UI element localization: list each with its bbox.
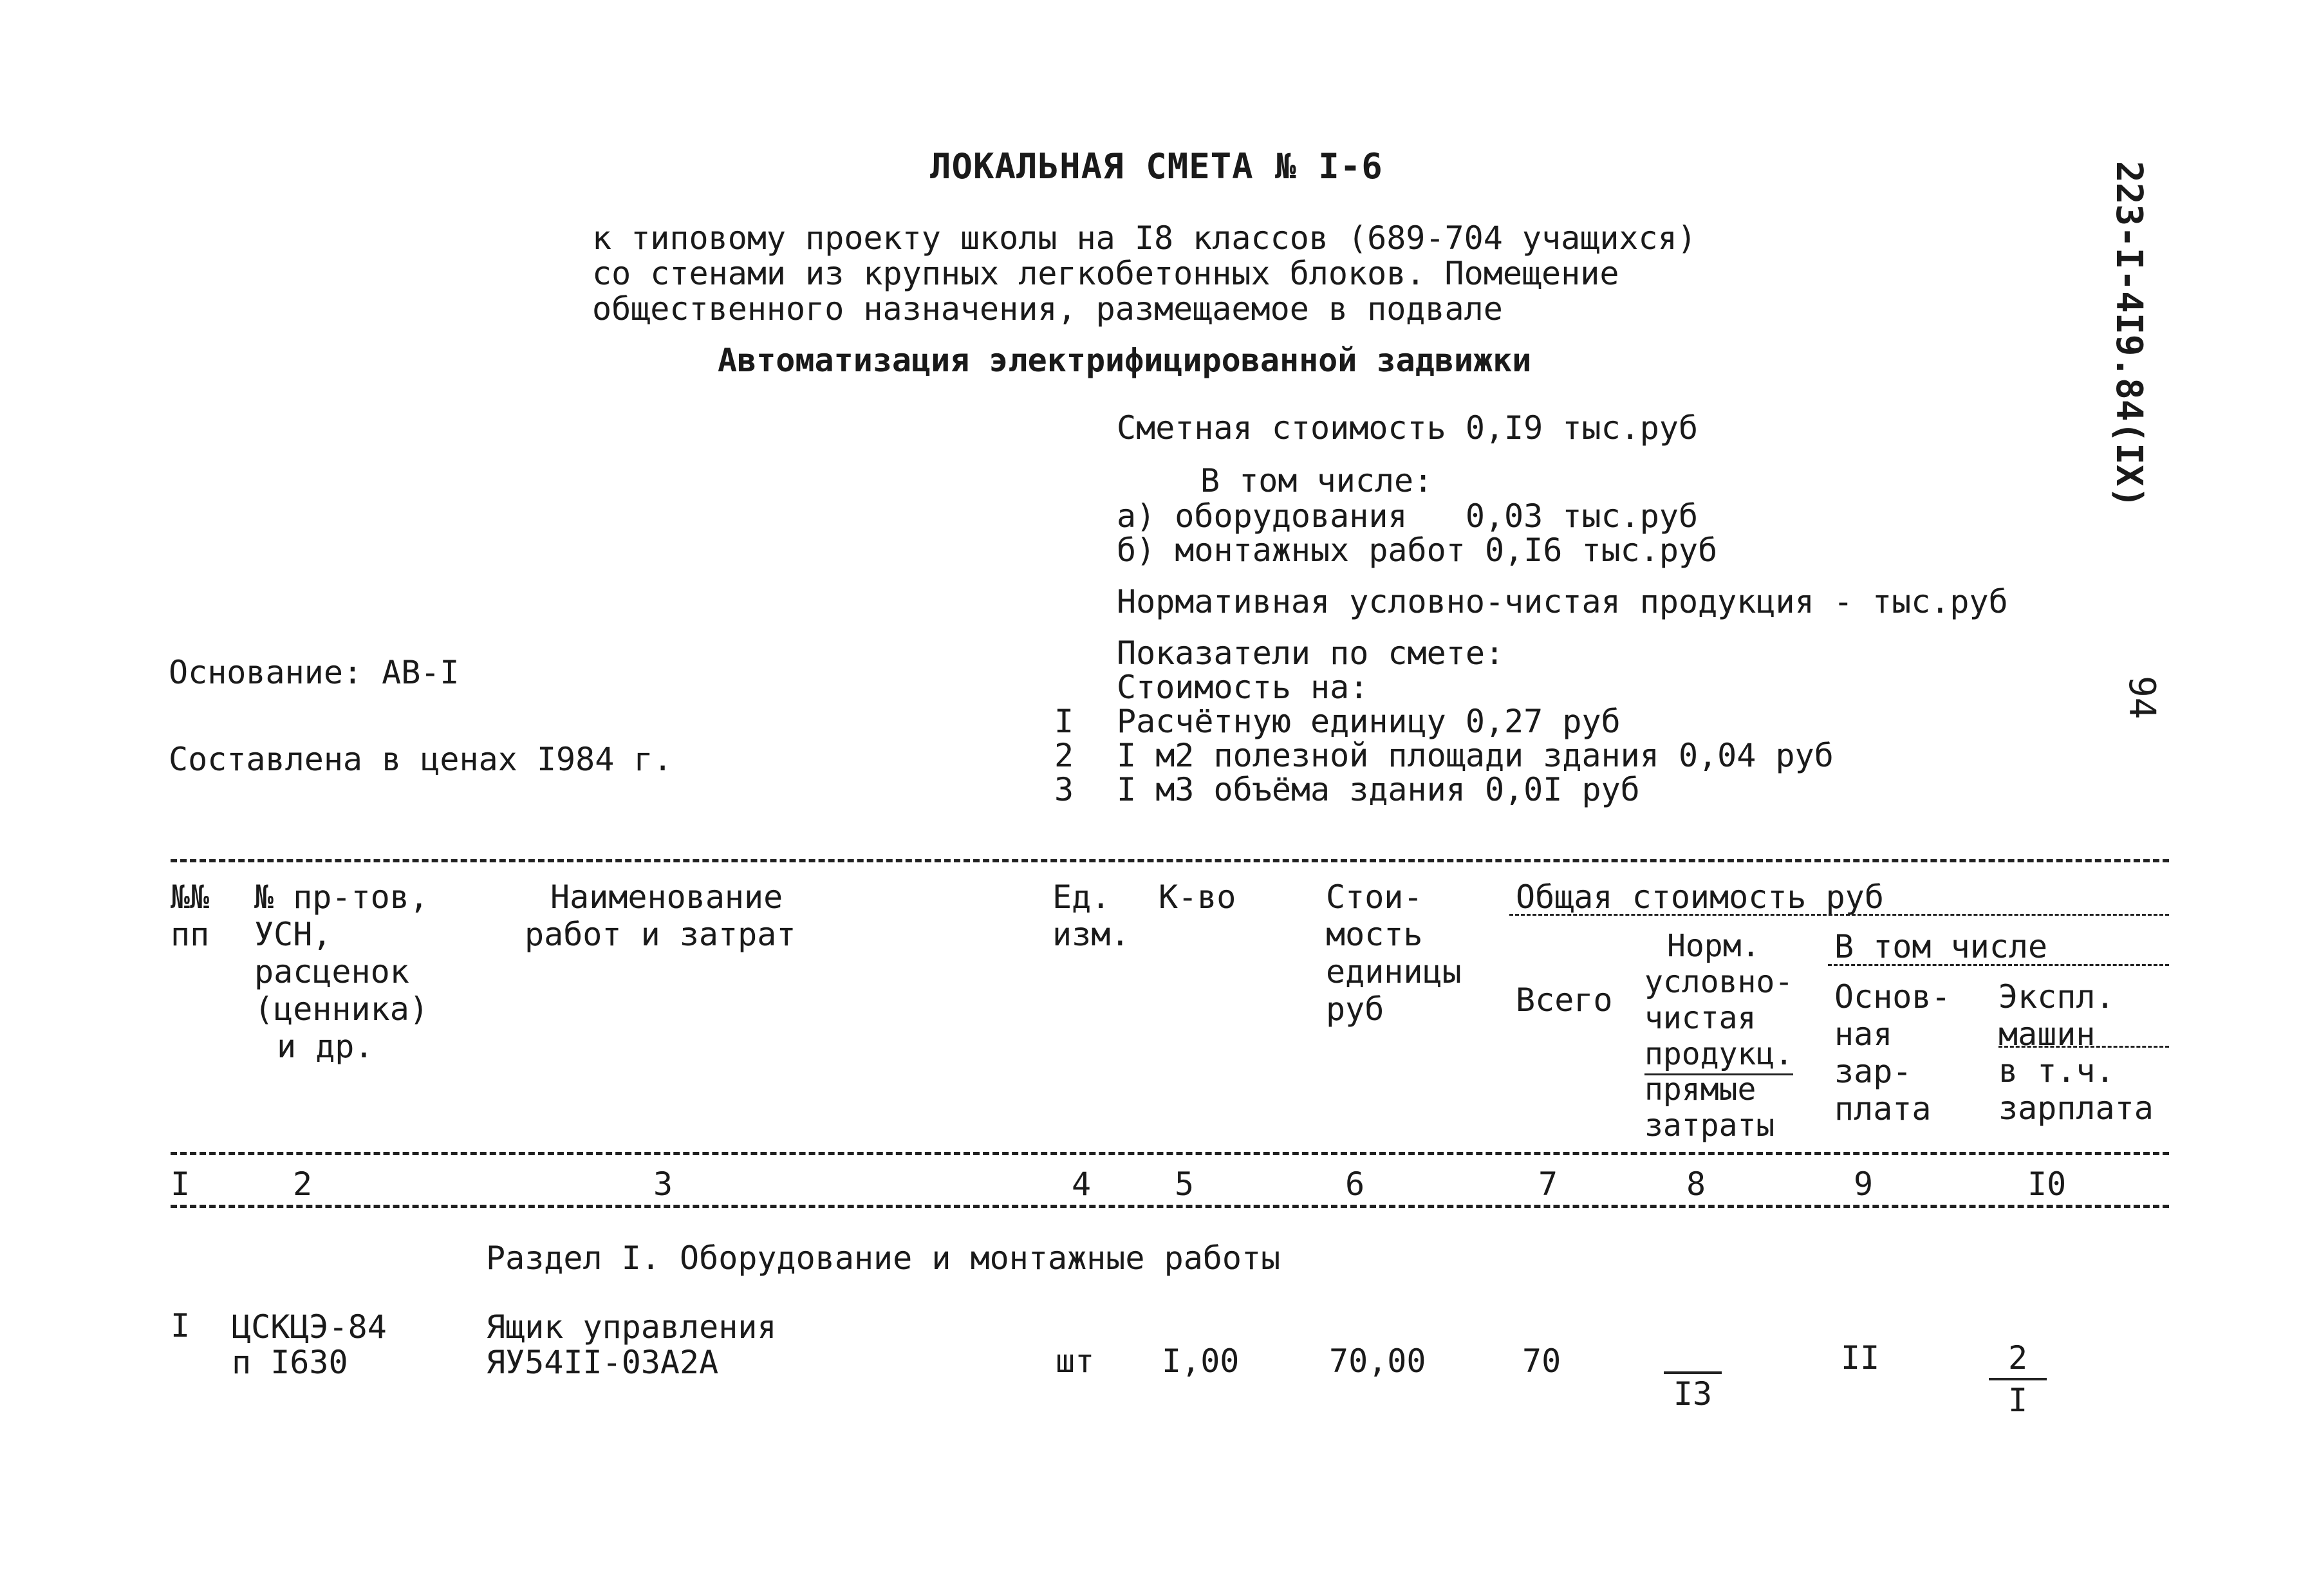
row-unit: шт [1056, 1342, 1095, 1380]
side-document-code: 223-I-4I9.84(IX) [2108, 161, 2150, 508]
indicators-label: Показатели по смете: [1117, 635, 1505, 672]
col-header-8-top: Норм. [1667, 928, 1760, 964]
col-number: I [171, 1165, 191, 1203]
normative-product: Нормативная условно-чистая продукция - тыс.руб [1117, 583, 2008, 620]
work-title: Автоматизация электрифицированной задвижки [718, 342, 1532, 379]
indicator-num: 3 [1054, 771, 1074, 808]
row-ncp-fraction: I3 [1664, 1335, 1722, 1410]
page-number: 94 [2121, 676, 2163, 719]
section-title: Раздел I. Оборудование и монтажные работы [486, 1239, 1281, 1277]
col-header-5: К-во [1159, 878, 1236, 916]
indicator-text: I м3 объёма здания 0,0I руб [1117, 771, 1640, 808]
col-number: 9 [1854, 1165, 1874, 1203]
table-top-rule [171, 859, 2169, 862]
col-number: 7 [1538, 1165, 1558, 1203]
basis-foundation: Основание: АВ-I [169, 654, 460, 691]
col-numbers-rule [171, 1205, 2169, 1208]
indicator-num: 2 [1054, 737, 1074, 774]
indicator-text: Расчётную единицу 0,27 руб [1117, 703, 1621, 740]
col-header-7: Всего [1516, 981, 1613, 1019]
basis-prices: Составлена в ценах I984 г. [169, 741, 673, 778]
subtitle-line-2: со стенами из крупных легкобетонных блоков. Помещение [592, 255, 1619, 292]
col-header-4: Ед. изм. [1052, 878, 1130, 953]
installation-cost: б) монтажных работ 0,I6 тыс.руб [1117, 532, 1718, 569]
row-machine-fraction: 2 I [1989, 1342, 2047, 1416]
col-header-2: № пр-тов, УСН, расценок (ценника) и др. [254, 878, 429, 1065]
col-header-10-top: Экспл. машин [1998, 978, 2115, 1053]
subtitle-line-1: к типовому проекту школы на I8 классов (689-704 учащихся) [592, 219, 1697, 257]
total-group-header: Общая стоимость руб [1516, 878, 1884, 916]
col-number: I0 [2027, 1165, 2067, 1203]
cost-on-label: Стоимость на: [1117, 669, 1369, 706]
indicator-text: I м2 полезной площади здания 0,04 руб [1117, 737, 1834, 774]
col-number: 3 [653, 1165, 673, 1203]
col-header-6: Стои- мость единицы руб [1326, 878, 1462, 1028]
row-total: 70 [1522, 1342, 1561, 1380]
col-header-9: Основ- ная зар- плата [1834, 978, 1951, 1127]
incl-group-header: В том числе [1834, 928, 2048, 965]
including-label: В том числе: [1200, 462, 1433, 499]
header-bottom-rule [171, 1152, 2169, 1155]
row-unit-cost: 70,00 [1329, 1342, 1426, 1380]
equipment-cost: а) оборудования 0,03 тыс.руб [1117, 497, 1699, 535]
estimate-cost: Сметная стоимость 0,I9 тыс.руб [1117, 409, 1699, 447]
row-quantity: I,00 [1162, 1342, 1240, 1380]
col-number: 6 [1345, 1165, 1365, 1203]
row-number: I [171, 1307, 191, 1344]
subtitle-line-3: общественного назначения, размещаемое в подвале [592, 290, 1503, 328]
indicator-num: I [1054, 703, 1074, 740]
col-header-10-low: в т.ч. зарплата [1998, 1052, 2154, 1127]
col-number: 5 [1175, 1165, 1195, 1203]
row-code: ЦСКЦЭ-84 п I630 [232, 1308, 387, 1381]
row-name: Ящик управления ЯУ54II-03А2А [486, 1308, 777, 1381]
row-wage: II [1841, 1339, 1880, 1377]
col-header-8: условно- чистая продукц. [1644, 964, 1793, 1072]
col-number: 2 [293, 1165, 313, 1203]
document-title: ЛОКАЛЬНАЯ СМЕТА № I-6 [930, 146, 1383, 187]
col-number: 8 [1686, 1165, 1706, 1203]
col-header-1: №№ пп [171, 878, 210, 953]
col-header-3: Наименование работ и затрат [525, 878, 796, 953]
col-number: 4 [1072, 1165, 1092, 1203]
col-header-8-low: прямые затраты [1644, 1072, 1775, 1144]
